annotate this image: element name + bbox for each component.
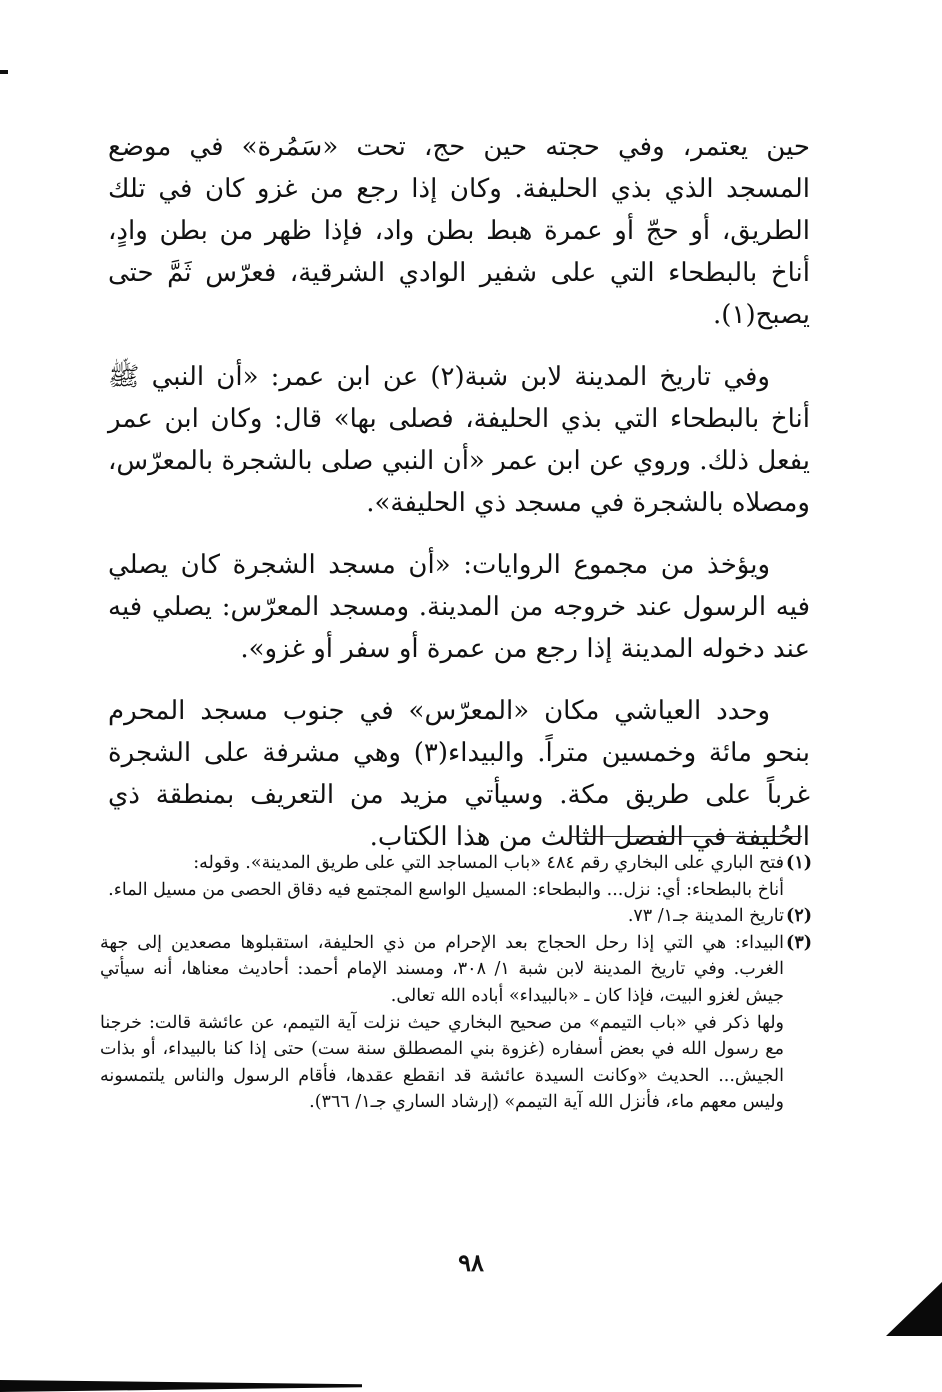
footnote-1 <box>100 850 812 903</box>
footnote-line: ولها ذكر في «باب التيمم» من صحيح البخاري حيث نزلت آية التيمم، عن عائشة قالت: خرجنا مع رسول الله في بعض أسفاره (غزوة بني المصطلق سنة ست) حتى إذا كنا بالبيداء، أو بذات الجيش... الحديث «وكانت السيدة عائشة قد انقطع عقدها، فأقام الرسول والناس يلتمسونه وليس معهم ماء، فأنزل الله آية التيمم» (إرشاد الساري جـ١/ ٣٦٦). <box>100 1012 784 1113</box>
footnote-number: (٣) <box>786 932 812 953</box>
footnote-body <box>100 903 784 930</box>
footnote-line: تاريخ المدينة جـ١/ ٧٣. <box>627 906 784 927</box>
scan-bottom-edge <box>0 1380 362 1392</box>
footnote-body <box>100 850 784 903</box>
footnote-body <box>100 930 784 1116</box>
paragraph-3: ويؤخذ من مجموع الروايات: «أن مسجد الشجرة كان يصلي فيه الرسول عند خروجه من المدينة. ومسجد المعرّس: يصلي فيه عند دخوله المدينة إذا رجع من عمرة أو سفر أو غزو». <box>108 550 810 664</box>
paragraph-1: حين يعتمر، وفي حجته حين حج، تحت «سَمُرة» في موضع المسجد الذي بذي الحليفة. وكان إذا رجع من غزو كان في تلك الطريق، أو حجّ أو عمرة هبط بطن واد، فإذا ظهر من بطن وادٍ، أناخ بالبطحاء التي على شفير الوادي الشرقية، فعرّس ثَمَّ حتى يصبح(١). <box>108 132 810 330</box>
footnote-3 <box>100 930 812 1116</box>
footnotes <box>100 850 812 1116</box>
footnote-divider <box>570 836 802 837</box>
footnote-2 <box>100 903 812 930</box>
footnote-number: (١) <box>786 853 812 873</box>
scan-edge-mark <box>0 70 8 74</box>
paragraph-2: وفي تاريخ المدينة لابن شبة(٢) عن ابن عمر: «أن النبي ﷺ أناخ بالبطحاء التي بذي الحليفة، فصلى بها» قال: وكان ابن عمر يفعل ذلك. وروي عن ابن عمر «أن النبي صلى بالشجرة بالمعرّس، ومصلاه بالشجرة في مسجد ذي الحليفة». <box>108 362 810 518</box>
page-number: ٩٨ <box>458 1248 484 1277</box>
footnote-line: أناخ بالبطحاء: أي: نزل... والبطحاء: المسيل الواسع المجتمع فيه دقاق الحصى من مسيل الماء. <box>108 879 784 900</box>
main-text <box>108 126 810 878</box>
footnote-line: البيداء: هي التي إذا رحل الحجاج بعد الإحرام من ذي الحليفة، استقبلوها مصعدين إلى جهة الغرب. وفي تاريخ المدينة لابن شبة ١/ ٣٠٨، ومسند الإمام أحمد: أحاديث معناها، أنه سيأتي جيش لغزو البيت، فإذا كان ـ «بالبيداء» أباده الله تعالى. <box>100 932 784 1006</box>
paragraph-4: وحدد العياشي مكان «المعرّس» في جنوب مسجد المحرم بنحو مائة وخمسين متراً. والبيداء(٣) وهي مشرفة على الشجرة غرباً على طريق مكة. وسيأتي مزيد من التعريف بمنطقة ذي الحُليفة في الفصل الثالث من هذا الكتاب. <box>108 696 810 852</box>
footnote-line: فتح الباري على البخاري رقم ٤٨٤ «باب المساجد التي على طريق المدينة». وقوله: <box>193 853 784 873</box>
scan-corner-shadow <box>886 1282 942 1336</box>
footnote-number: (٢) <box>786 906 812 927</box>
